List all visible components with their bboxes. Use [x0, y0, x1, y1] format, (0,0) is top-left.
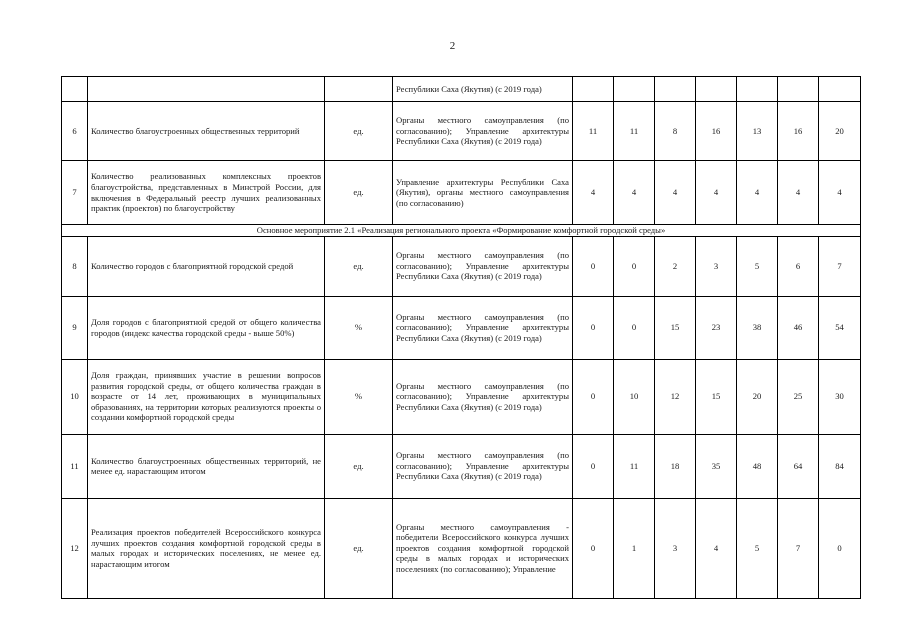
year-value: 0 — [573, 359, 614, 434]
table-row — [62, 102, 861, 161]
year-value: 16 — [696, 102, 737, 161]
year-value: 11 — [614, 102, 655, 161]
year-value: 20 — [737, 359, 778, 434]
row-number: 12 — [62, 498, 88, 598]
year-value: 18 — [655, 434, 696, 498]
year-value: 4 — [696, 161, 737, 225]
unit-of-measure: % — [325, 296, 393, 359]
unit-of-measure: ед. — [325, 434, 393, 498]
year-value: 8 — [655, 102, 696, 161]
responsible-executor: Управление архитектуры Республики Саха (Якутия), органы местного самоуправления (по согласованию) — [393, 161, 573, 225]
year-value — [819, 77, 861, 102]
year-value — [655, 77, 696, 102]
year-value: 15 — [696, 359, 737, 434]
responsible-executor: Органы местного самоуправления (по согласованию); Управление архитектуры Республики Саха (Якутия) (с 2019 года) — [393, 236, 573, 296]
row-number: 11 — [62, 434, 88, 498]
year-value: 4 — [655, 161, 696, 225]
year-value: 4 — [778, 161, 819, 225]
indicator-name: Доля городов с благоприятной средой от общего количества городов (индекс качества городской среды - выше 50%) — [88, 296, 325, 359]
section-title: Основное мероприятие 2.1 «Реализация регионального проекта «Формирование комфортной городской среды» — [62, 225, 861, 237]
year-value: 13 — [737, 102, 778, 161]
responsible-executor: Органы местного самоуправления (по согласованию); Управление архитектуры Республики Саха (Якутия) (с 2019 года) — [393, 434, 573, 498]
year-value: 15 — [655, 296, 696, 359]
indicators-table — [61, 76, 861, 599]
year-value: 0 — [573, 434, 614, 498]
year-value: 4 — [573, 161, 614, 225]
row-number: 6 — [62, 102, 88, 161]
table-row — [62, 236, 861, 296]
year-value: 0 — [573, 498, 614, 598]
row-number: 8 — [62, 236, 88, 296]
year-value: 38 — [737, 296, 778, 359]
responsible-executor: Органы местного самоуправления (по согласованию); Управление архитектуры Республики Саха (Якутия) (с 2019 года) — [393, 296, 573, 359]
year-value: 54 — [819, 296, 861, 359]
indicator-name: Количество реализованных комплексных проектов благоустройства, представленных в Минстрой России, для включения в Федеральный реестр лучших реализованных практик (проектов) по благоустройству — [88, 161, 325, 225]
year-value — [737, 77, 778, 102]
unit-of-measure: ед. — [325, 236, 393, 296]
indicator-name: Количество благоустроенных общественных территорий, не менее ед. нарастающим итогом — [88, 434, 325, 498]
row-number: 10 — [62, 359, 88, 434]
indicator-name: Реализация проектов победителей Всероссийского конкурса лучших проектов создания комфортной городской среды в малых городах и исторических поселениях, не менее ед. нарастающим итогом — [88, 498, 325, 598]
indicator-name: Доля граждан, принявших участие в решении вопросов развития городской среды, от общего количества граждан в возрасте от 14 лет, проживающих в муниципальных образованиях, на территории которых реализуются проекты о создании комфортной городской среды — [88, 359, 325, 434]
table-row — [62, 498, 861, 598]
year-value: 0 — [614, 296, 655, 359]
year-value: 3 — [655, 498, 696, 598]
year-value: 64 — [778, 434, 819, 498]
responsible-executor: Органы местного самоуправления (по согласованию); Управление архитектуры Республики Саха (Якутия) (с 2019 года) — [393, 359, 573, 434]
year-value: 4 — [737, 161, 778, 225]
year-value — [778, 77, 819, 102]
year-value: 0 — [573, 236, 614, 296]
indicator-name: Количество благоустроенных общественных территорий — [88, 102, 325, 161]
row-number: 7 — [62, 161, 88, 225]
year-value: 35 — [696, 434, 737, 498]
year-value: 0 — [819, 498, 861, 598]
year-value: 3 — [696, 236, 737, 296]
year-value: 7 — [819, 236, 861, 296]
responsible-executor: Органы местного самоуправления - победители Всероссийского конкурса лучших проектов создания комфортной городской среды в малых городах и исторических поселениях (по согласованию); Управление — [393, 498, 573, 598]
year-value: 5 — [737, 236, 778, 296]
year-value: 23 — [696, 296, 737, 359]
year-value: 10 — [614, 359, 655, 434]
year-value: 25 — [778, 359, 819, 434]
year-value: 46 — [778, 296, 819, 359]
year-value: 0 — [614, 236, 655, 296]
responsible-executor: Органы местного самоуправления (по согласованию); Управление архитектуры Республики Саха (Якутия) (с 2019 года) — [393, 102, 573, 161]
row-number: 9 — [62, 296, 88, 359]
year-value — [614, 77, 655, 102]
table-body — [62, 77, 861, 599]
unit-of-measure: ед. — [325, 498, 393, 598]
unit-of-measure: ед. — [325, 102, 393, 161]
section-row — [62, 225, 861, 237]
year-value: 4 — [696, 498, 737, 598]
table-row — [62, 434, 861, 498]
indicator-name: Количество городов с благоприятной городской средой — [88, 236, 325, 296]
year-value: 1 — [614, 498, 655, 598]
year-value: 0 — [573, 296, 614, 359]
year-value: 16 — [778, 102, 819, 161]
indicator-name — [88, 77, 325, 102]
year-value — [573, 77, 614, 102]
year-value: 11 — [614, 434, 655, 498]
year-value: 6 — [778, 236, 819, 296]
year-value: 48 — [737, 434, 778, 498]
year-value: 12 — [655, 359, 696, 434]
table-row — [62, 359, 861, 434]
row-number — [62, 77, 88, 102]
year-value: 4 — [614, 161, 655, 225]
year-value: 5 — [737, 498, 778, 598]
year-value: 30 — [819, 359, 861, 434]
year-value: 4 — [819, 161, 861, 225]
table-row — [62, 77, 861, 102]
unit-of-measure: % — [325, 359, 393, 434]
unit-of-measure: ед. — [325, 161, 393, 225]
year-value: 20 — [819, 102, 861, 161]
year-value: 84 — [819, 434, 861, 498]
year-value — [696, 77, 737, 102]
responsible-executor: Республики Саха (Якутия) (с 2019 года) — [393, 77, 573, 102]
year-value: 2 — [655, 236, 696, 296]
table-row — [62, 161, 861, 225]
page-number: 2 — [449, 40, 456, 52]
year-value: 7 — [778, 498, 819, 598]
year-value: 11 — [573, 102, 614, 161]
table-row — [62, 296, 861, 359]
unit-of-measure — [325, 77, 393, 102]
